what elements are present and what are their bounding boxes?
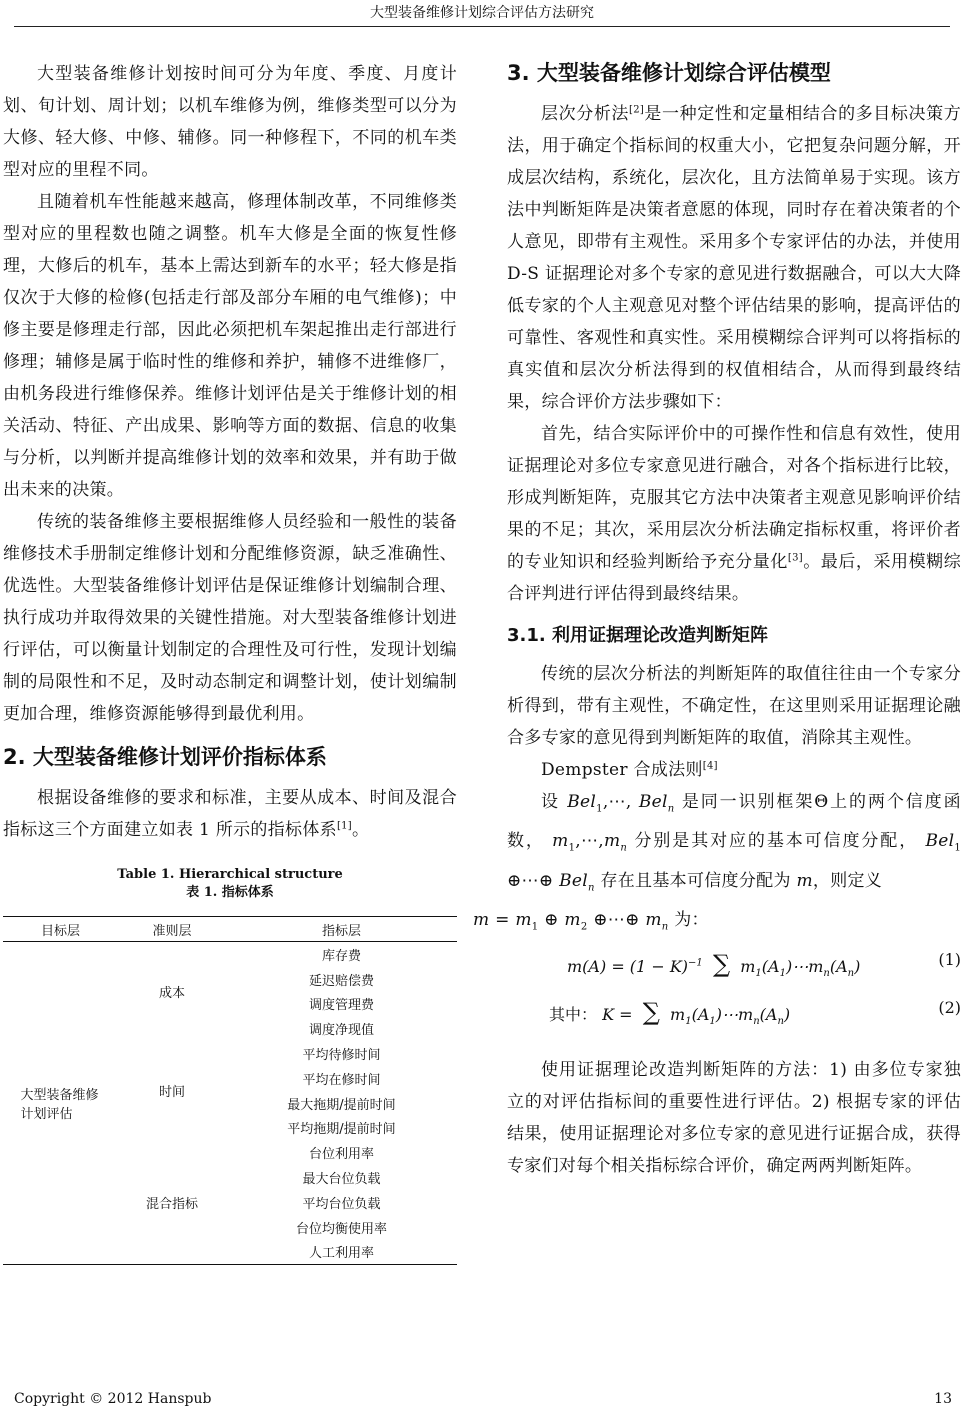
paragraph-traditional-ahp: 传统的层次分析法的判断矩阵的取值往往由一个专家分析得到，带有主观性，不确定性，在这里则采用证据理论融合多专家的意见得到判断矩阵的取值，消除其主观性。 bbox=[507, 664, 961, 748]
paragraph-steps-end: 。最后，采用模糊综合评判进行评估得到最终结果。 bbox=[507, 552, 961, 604]
equation-1: $m(A) = (1 - K)^{-1}$ ∑ $m_1(A_1)\cdots m_n(A_n)$ (1) bbox=[567, 949, 961, 979]
indicator-cell: 平均在修时间 bbox=[302, 1072, 381, 1088]
definition-text-a: 设 bbox=[541, 792, 560, 812]
table-header-criteria: 准则层 bbox=[118, 917, 226, 942]
indicator-cell: 最大台位负载 bbox=[302, 1172, 381, 1188]
definition-text-e: ，则定义 bbox=[812, 870, 883, 891]
criteria-time-cell: 时间 bbox=[158, 1085, 185, 1101]
indicator-cell: 库存费 bbox=[321, 948, 361, 964]
indicator-cell: 台位均衡使用率 bbox=[295, 1221, 387, 1237]
paragraph-method-steps bbox=[507, 418, 961, 610]
equation-2-number: (2) bbox=[938, 997, 961, 1017]
definition-text-c: 分别是其对应的基本可信度分配， bbox=[634, 831, 919, 852]
criteria-mixed-cell: 混合指标 bbox=[118, 1140, 226, 1264]
equation-2-label: 其中： bbox=[549, 1004, 598, 1024]
paragraph-indicator-end: 。 bbox=[352, 820, 370, 840]
criteria-cost-cell: 成本 bbox=[158, 986, 185, 1002]
indicator-cell: 调度净现值 bbox=[308, 1023, 374, 1039]
indicator-cell: 最大拖期/提前时间 bbox=[287, 1097, 396, 1113]
paragraph-traditional-maintenance: 传统的装备维修主要根据维修人员经验和一般性的装备维修技术手册制定维修计划和分配维修资源，缺乏准确性、优选性。大型装备维修计划评估是保证维修计划编制合理、执行成功并取得效果的关键性措施。对大型装备维修计划进行评估，可以衡量计划制定的合理性及可行性，发现计划编制的局限性和不足，及时动态制定和调整计划，使计划编制更加合理，维修资源能够得到最优利用。 bbox=[3, 512, 457, 724]
definition-text-d: 存在且基本可信度分配为 bbox=[600, 870, 791, 891]
paragraph-locomotive-repair: 且随着机车性能越来越高，修理体制改革，不同维修类型对应的里程数也随之调整。机车大修是全面的恢复性修理，大修后的机车，基本上需达到新车的水平；轻大修是指仅次于大修的检修(包括走行部及部分车厢的电气维修)；中修主要是修理走行部，因此必须把机车架起推出走行部进行修理；辅修是属于临时性的维修和养护，辅修不进维修厂，由机务段进行维修保养。维修计划评估是关于维修计划的相关活动、特征、产出成果、影响等方面的数据、信息的收集与分析，以判断并提高维修计划的效率和效果，并有助于做出未来的决策。 bbox=[3, 192, 457, 500]
section-3-heading: 3. 大型装备维修计划综合评估模型 bbox=[507, 61, 831, 85]
indicator-cell: 人工利用率 bbox=[226, 1240, 457, 1265]
paragraph-ahp-start: 层次分析法 bbox=[541, 104, 630, 124]
hierarchy-table bbox=[3, 916, 457, 1265]
goal-label: 大型装备维修计划评估 bbox=[20, 1088, 99, 1123]
equation-1-number: (1) bbox=[938, 949, 961, 969]
paragraph-steps-body: 首先，结合实际评价中的可操作性和信息有效性，使用证据理论对多位专家意见进行融合，对各个指标进行比较，形成判断矩阵，克服其它方法中决策者主观意见影响评价结果的不足；其次，采用层次分析法确定指标权重，将评价者的专业知识和经验判断给予充分量化 bbox=[507, 424, 961, 572]
citation-1: [1] bbox=[336, 820, 353, 832]
definition-text-f: 为： bbox=[674, 910, 709, 931]
indicator-cell: 台位利用率 bbox=[308, 1147, 374, 1163]
right-column bbox=[473, 58, 961, 1182]
table-caption-en: Table 1. Hierarchical structure bbox=[117, 867, 343, 882]
paragraph-maintenance-plan-types: 大型装备维修计划按时间可分为年度、季度、月度计划、旬计划、周计划；以机车维修为例，维修类型可以分为大修、轻大修、中修、辅修。同一种修程下，不同的机车类型对应的里程不同。 bbox=[3, 64, 457, 180]
footer-copyright: Copyright © 2012 Hanspub bbox=[14, 1391, 212, 1407]
indicator-cell: 平均待修时间 bbox=[302, 1048, 381, 1064]
citation-4: [4] bbox=[702, 760, 718, 772]
left-column bbox=[3, 58, 457, 1265]
citation-2: [2] bbox=[629, 104, 645, 116]
table-row bbox=[3, 942, 457, 967]
header-rule bbox=[14, 26, 950, 27]
indicator-cell: 平均拖期/提前时间 bbox=[287, 1122, 396, 1138]
equation-2: 其中： K = ∑ $m_1(A_1)\cdots m_n(A_n)$ (2) bbox=[549, 997, 961, 1027]
paragraph-indicator-system bbox=[3, 782, 457, 846]
indicator-cell: 延迟赔偿费 bbox=[308, 973, 374, 989]
definition-text-b: 是同一识别框架Θ上的两个信度函数， bbox=[507, 792, 961, 852]
indicator-cell: 调度管理费 bbox=[308, 998, 374, 1014]
paragraph-indicator-text: 根据设备维修的要求和标准，主要从成本、时间及混合指标这三个方面建立如表 1 所示的指标体系 bbox=[3, 788, 457, 840]
table-header-goal: 目标层 bbox=[3, 917, 118, 942]
paragraph-definition: 设 Bel$_1$,⋯, Bel$_n$ 是同一识别框架Θ上的两个信度函数， $m_1,\cdots,m_n$ 分别是其对应的基本可信度分配， Bel$_1$ ⊕⋯⊕ Bel$_n$ 存在且基本可信度分配为 m，则定义 $m = m_1$ ⊕ $m_2$ ⊕⋯⊕ $m_n$ 为： bbox=[473, 792, 961, 933]
citation-3: [3] bbox=[787, 552, 803, 564]
table-caption-zh: 表 1. 指标体系 bbox=[186, 885, 274, 900]
footer-page-number: 13 bbox=[934, 1391, 952, 1407]
paragraph-ahp-body: 是一种定性和定量相结合的多目标决策方法，用于确定个指标间的权重大小，它把复杂问题分解，开成层次结构，系统化，层次化，且方法简单易于实现。该方法中判断矩阵是决策者意愿的体现，同时存在着决策者的个人意见，即带有主观性。采用多个专家评估的办法，并使用 D-S 证据理论对多个专家的意见进行数据融合，可以大大降低专家的个人主观意见对整个评估结果的影响，提高评估的可靠性、客观性和真实性。采用模糊综合评判可以将指标的真实值和层次分析法得到的权值相结合，从而得到最终结果，综合评价方法步骤如下： bbox=[507, 104, 961, 412]
paragraph-evidence-method: 使用证据理论改造判断矩阵的方法：1) 由多位专家独立的对评估指标间的重要性进行评估。2) 根据专家的评估结果，使用证据理论对多位专家的意见进行证据合成，获得专家们对每个相关指标综合评价，确定两两判断矩阵。 bbox=[507, 1059, 961, 1176]
running-header: 大型装备维修计划综合评估方法研究 bbox=[370, 5, 594, 21]
table-header-indicator: 指标层 bbox=[226, 917, 457, 942]
goal-cell bbox=[3, 942, 118, 1265]
paragraph-ahp bbox=[507, 98, 961, 418]
paragraph-dempster bbox=[507, 754, 961, 786]
section-3-1-heading: 3.1. 利用证据理论改造判断矩阵 bbox=[507, 625, 768, 646]
section-2-heading: 2. 大型装备维修计划评价指标体系 bbox=[3, 745, 327, 769]
table-header-row bbox=[3, 917, 457, 942]
indicator-cell: 平均台位负载 bbox=[302, 1196, 381, 1212]
dempster-label: Dempster 合成法则 bbox=[541, 760, 703, 780]
